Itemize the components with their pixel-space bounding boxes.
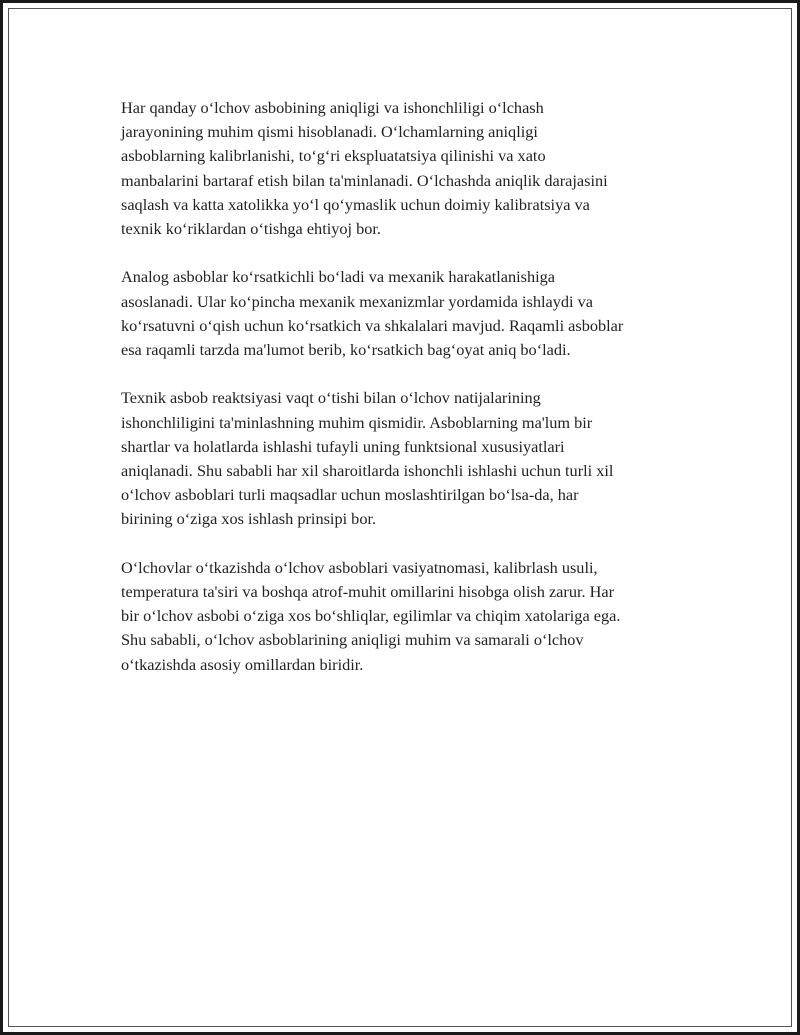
text-line: Oʻlchovlar oʻtkazishda oʻlchov asboblari vasiyatnomasi, kalibrlash usuli, <box>121 557 598 577</box>
text-line: saqlash va katta xatolikka yoʻl qoʻymaslik uchun doimiy kalibratsiya va <box>121 194 590 214</box>
paragraph-1 <box>121 96 701 241</box>
text-line: Analog asboblar koʻrsatkichli boʻladi va mexanik harakatlanishiga <box>121 267 556 287</box>
text-line: temperatura ta'siri va boshqa atrof-muhit omillarini hisobga olish zarur. Har <box>121 582 615 602</box>
text-line: jarayonining muhim qismi hisoblanadi. Oʻlchamlarning aniqligi <box>121 122 538 142</box>
text-line: aniqlanadi. Shu sababli har xil sharoitlarda ishonchli ishlashi uchun turli xil <box>121 461 614 481</box>
text-line: Texnik asbob reaktsiyasi vaqt oʻtishi bilan oʻlchov natijalarining <box>121 388 541 408</box>
text-line: asoslanadi. Ular koʻpincha mexanik mexanizmlar yordamida ishlaydi va <box>121 291 594 311</box>
text-line: ishonchliligini ta'minlashning muhim qismidir. Asboblarning ma'lum bir <box>121 412 593 432</box>
text-line: oʻlchov asboblari turli maqsadlar uchun moslashtirilgan boʻlsa-da, har <box>121 485 579 505</box>
text-line: esa raqamli tarzda ma'lumot berib, koʻrsatkich bagʻoyat aniq boʻladi. <box>121 340 571 360</box>
text-line: manbalarini bartaraf etish bilan ta'minlanadi. Oʻlchashda aniqlik darajasini <box>121 170 608 190</box>
paragraph-4 <box>121 556 701 677</box>
text-line: birining oʻziga xos ishlash prinsipi bor. <box>121 509 377 529</box>
text-line: asboblarning kalibrlanishi, toʻgʻri ekspluatatsiya qilinishi va xato <box>121 146 546 166</box>
text-line: bir oʻlchov asbobi oʻziga xos boʻshliqlar, egilimlar va chiqim xatolariga ega. <box>121 606 621 626</box>
text-line: texnik koʻriklardan oʻtishga ehtiyoj bor. <box>121 219 381 239</box>
paragraph-2 <box>121 265 701 362</box>
text-line: oʻtkazishda asosiy omillardan biridir. <box>121 654 364 674</box>
text-line: koʻrsatuvni oʻqish uchun koʻrsatkich va shkalalari mavjud. Raqamli asboblar <box>121 315 624 335</box>
text-line: Shu sababli, oʻlchov asboblarining aniqligi muhim va samarali oʻlchov <box>121 630 584 650</box>
document-body <box>121 96 701 701</box>
text-line: shartlar va holatlarda ishlashi tufayli uning funktsional xususiyatlari <box>121 436 565 456</box>
text-line: Har qanday oʻlchov asbobining aniqligi va ishonchliligi oʻlchash <box>121 98 544 117</box>
paragraph-3 <box>121 386 701 531</box>
